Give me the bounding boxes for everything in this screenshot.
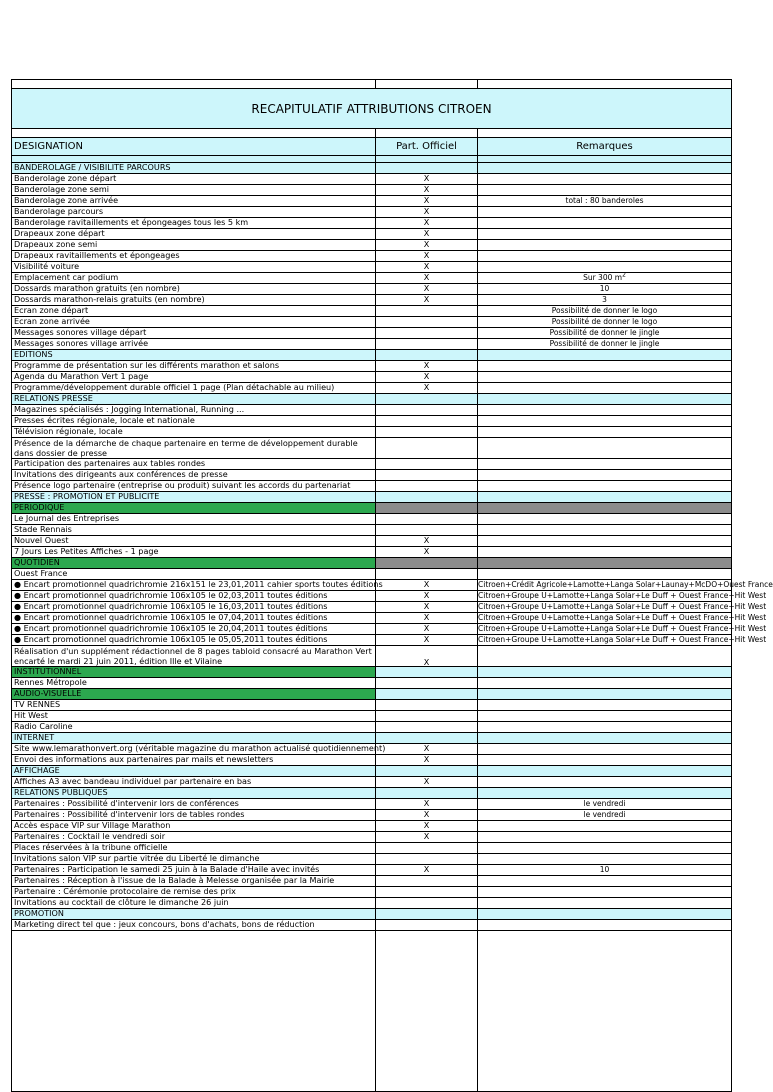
participation-cell: X (376, 624, 478, 634)
section-participation (376, 558, 478, 568)
section-remarks (478, 689, 731, 699)
designation-cell: ● Encart promotionnel quadrichromie 106x105 le 05,05,2011 toutes éditions (12, 635, 376, 645)
section-header (12, 667, 731, 678)
remarks-cell (478, 876, 731, 886)
remarks-cell (478, 174, 731, 184)
section-remarks (478, 909, 731, 919)
table-row (12, 920, 731, 931)
table-row (12, 898, 731, 909)
table-row (12, 339, 731, 350)
participation-cell (376, 876, 478, 886)
participation-cell (376, 339, 478, 349)
remarks-cell (478, 569, 731, 579)
designation-cell: Nouvel Ouest (12, 536, 376, 546)
header-remarks: Remarques (478, 138, 731, 155)
table-row (12, 251, 731, 262)
participation-cell (376, 306, 478, 316)
remarks-cell (478, 361, 731, 371)
remarks-cell (478, 207, 731, 217)
remarks-cell (478, 646, 731, 666)
designation-cell: Hit West (12, 711, 376, 721)
participation-cell: X (376, 755, 478, 765)
table-row (12, 196, 731, 207)
designation-cell: Partenaires : Possibilité d'intervenir lors de conférences (12, 799, 376, 809)
participation-cell (376, 569, 478, 579)
remarks-cell (478, 405, 731, 415)
header-participation: Part. Officiel (376, 138, 478, 155)
section-participation (376, 503, 478, 513)
remarks-cell: 3 (602, 295, 607, 304)
designation-cell: Site www.lemarathonvert.org (véritable magazine du marathon actualisé quotidiennement) (14, 743, 386, 753)
designation-cell: Présence logo partenaire (entreprise ou produit) suivant les accords du partenariat (12, 481, 376, 491)
section-title: RELATIONS PUBLIQUES (12, 788, 376, 798)
designation-cell: Ecran zone arrivée (12, 317, 376, 327)
page-title: RECAPITULATIF ATTRIBUTIONS CITROEN (12, 89, 731, 128)
participation-cell: X (376, 185, 478, 195)
participation-cell (376, 722, 478, 732)
designation-cell: ● Encart promotionnel quadrichromie 106x105 le 16,03,2011 toutes éditions (12, 602, 376, 612)
participation-cell: X (376, 821, 478, 831)
participation-cell: X (376, 372, 478, 382)
participation-cell: X (376, 295, 478, 305)
section-title: PERIODIQUE (12, 503, 376, 513)
section-remarks (478, 503, 731, 513)
section-remarks (478, 350, 731, 360)
participation-cell: X (376, 361, 478, 371)
remarks-cell: Citroen+Groupe U+Lamotte+Langa Solar+Le Duff + Ouest France+Hit West (478, 624, 767, 633)
designation-cell: Partenaires : Possibilité d'intervenir lors de tables rondes (12, 810, 376, 820)
designation-cell: Banderolage zone semi (12, 185, 376, 195)
section-header (12, 503, 731, 514)
designation-cell: Stade Rennais (12, 525, 376, 535)
designation-cell: Banderolage zone arrivée (12, 196, 376, 206)
section-remarks (478, 667, 731, 677)
section-title: QUOTIDIEN (12, 558, 376, 568)
remarks-cell: Possibilité de donner le logo (551, 317, 658, 326)
table-row (12, 229, 731, 240)
designation-cell: Banderolage zone départ (12, 174, 376, 184)
section-participation (376, 667, 478, 677)
section-title: PRESSE : PROMOTION ET PUBLICITE (12, 492, 376, 502)
designation-cell: Partenaires : Participation le samedi 25 juin à la Balade d'Haile avec invités (12, 865, 376, 875)
section-title: INTERNET (12, 733, 376, 743)
section-header (12, 492, 731, 503)
participation-cell (376, 678, 478, 688)
participation-cell: X (376, 865, 478, 875)
remarks-cell (478, 711, 731, 721)
participation-cell (376, 887, 478, 897)
remarks-cell (478, 240, 731, 250)
designation-cell: Agenda du Marathon Vert 1 page (12, 372, 376, 382)
remarks-cell (478, 755, 731, 765)
table-row (12, 711, 731, 722)
remarks-cell: Sur 300 $m^2$ (583, 271, 626, 282)
section-header (12, 689, 731, 700)
section-title: INSTITUTIONNEL (12, 667, 376, 677)
header-row (12, 138, 731, 156)
participation-cell: X (376, 229, 478, 239)
participation-cell (376, 525, 478, 535)
participation-cell: X (376, 832, 478, 842)
remarks-cell: Possibilité de donner le jingle (549, 328, 660, 337)
participation-cell: X (376, 799, 478, 809)
participation-cell: X (376, 744, 478, 754)
table-row (12, 525, 731, 536)
remarks-cell (478, 372, 731, 382)
designation-cell: Emplacement car podium (12, 273, 376, 283)
participation-cell (376, 328, 478, 338)
remarks-cell (478, 229, 731, 239)
participation-cell (376, 438, 478, 458)
remarks-cell (478, 854, 731, 864)
participation-cell: X (376, 273, 478, 283)
participation-cell (376, 481, 478, 491)
table-row (12, 700, 731, 711)
participation-cell (376, 470, 478, 480)
remarks-cell: Possibilité de donner le logo (551, 306, 658, 315)
participation-cell: X (376, 591, 478, 601)
participation-cell (376, 427, 478, 437)
remarks-cell (478, 185, 731, 195)
designation-cell: Partenaire : Cérémonie protocolaire de remise des prix (12, 887, 376, 897)
designation-cell: Ouest France (12, 569, 376, 579)
designation-cell: Dossards marathon-relais gratuits (en nombre) (12, 295, 376, 305)
remarks-cell (478, 536, 731, 546)
participation-cell (376, 711, 478, 721)
participation-cell (376, 405, 478, 415)
designation-cell: 7 Jours Les Petites Affiches - 1 page (12, 547, 376, 557)
remarks-cell (478, 470, 731, 480)
participation-cell (376, 317, 478, 327)
participation-cell: X (376, 218, 478, 228)
participation-cell (376, 843, 478, 853)
participation-cell: X (376, 635, 478, 645)
remarks-cell (478, 459, 731, 469)
remarks-cell (478, 383, 731, 393)
participation-cell: X (376, 284, 478, 294)
designation-cell: Envoi des informations aux partenaires par mails et newsletters (12, 755, 376, 765)
participation-cell (376, 920, 478, 930)
remarks-cell (478, 777, 731, 787)
remarks-cell (478, 525, 731, 535)
designation-cell: Rennes Métropole (12, 678, 376, 688)
section-participation (376, 163, 478, 173)
section-remarks (478, 558, 731, 568)
remarks-cell (478, 262, 731, 272)
title-row (12, 89, 731, 129)
empty-area (12, 931, 731, 1091)
section-title: RELATIONS PRESSE (12, 394, 376, 404)
table-row (12, 514, 731, 525)
table-row (12, 678, 731, 689)
designation-cell: Invitations au cocktail de clôture le dimanche 26 juin (12, 898, 376, 908)
designation-cell: ● Encart promotionnel quadrichromie 106x105 le 07,04,2011 toutes éditions (12, 613, 376, 623)
remarks-cell (478, 744, 731, 754)
designation-cell: Présence de la démarche de chaque partenaire en terme de développement durable dans dossier de presse (12, 438, 376, 458)
remarks-cell (478, 700, 731, 710)
participation-cell: X (376, 536, 478, 546)
designation-cell: Banderolage parcours (12, 207, 376, 217)
remarks-cell (478, 832, 731, 842)
participation-cell (376, 854, 478, 864)
participation-cell: X (376, 646, 478, 666)
designation-cell: Marketing direct tel que : jeux concours, bons d'achats, bons de réduction (12, 920, 376, 930)
remarks-cell (478, 898, 731, 908)
table-row (12, 306, 731, 317)
participation-cell: X (376, 251, 478, 261)
designation-cell: TV RENNES (12, 700, 376, 710)
designation-cell: Drapeaux zone semi (12, 240, 376, 250)
designation-cell: Ecran zone départ (12, 306, 376, 316)
designation-cell: Presses écrites régionale, locale et nationale (12, 416, 376, 426)
section-header (12, 558, 731, 569)
participation-cell: X (376, 777, 478, 787)
participation-cell: X (376, 383, 478, 393)
participation-cell: X (376, 262, 478, 272)
remarks-cell: Possibilité de donner le jingle (549, 339, 660, 348)
participation-cell: X (376, 240, 478, 250)
remarks-cell: total : 80 banderoles (565, 196, 644, 205)
participation-cell (376, 514, 478, 524)
table-row (12, 646, 731, 667)
remarks-cell (478, 416, 731, 426)
spacer-row (12, 129, 731, 138)
designation-cell: Affiches A3 avec bandeau individuel par partenaire en bas (12, 777, 376, 787)
table-row (12, 777, 731, 788)
remarks-cell (478, 887, 731, 897)
remarks-cell: Citroen+Crédit Agricole+Lamotte+Langa Solar+Launay+McDO+Ouest France (478, 580, 773, 589)
remarks-cell (478, 722, 731, 732)
section-participation (376, 492, 478, 502)
section-participation (376, 733, 478, 743)
header-designation: DESIGNATION (12, 138, 376, 155)
section-remarks (478, 492, 731, 502)
designation-cell: Invitations des dirigeants aux conférences de presse (12, 470, 376, 480)
table-row (12, 185, 731, 196)
participation-cell: X (376, 207, 478, 217)
remarks-cell: le vendredi (583, 799, 626, 808)
participation-cell: X (376, 580, 478, 590)
table-row (12, 722, 731, 733)
section-remarks (478, 394, 731, 404)
designation-cell: Messages sonores village départ (12, 328, 376, 338)
remarks-cell (478, 843, 731, 853)
remarks-cell (478, 547, 731, 557)
table-row (12, 438, 731, 459)
remarks-cell: Citroen+Groupe U+Lamotte+Langa Solar+Le Duff + Ouest France+Hit West (478, 591, 767, 600)
participation-cell: X (376, 810, 478, 820)
section-participation (376, 788, 478, 798)
designation-cell: Accès espace VIP sur Village Marathon (12, 821, 376, 831)
section-remarks (478, 163, 731, 173)
designation-cell: Programme/développement durable officiel 1 page (Plan détachable au milieu) (12, 383, 376, 393)
designation-cell: Radio Caroline (12, 722, 376, 732)
spacer-row (12, 80, 731, 89)
designation-cell: Télévision régionale, locale (12, 427, 376, 437)
designation-cell: Dossards marathon gratuits (en nombre) (12, 284, 376, 294)
table-row (12, 383, 731, 394)
designation-cell: Partenaires : Cocktail le vendredi soir (12, 832, 376, 842)
section-participation (376, 689, 478, 699)
designation-cell: Visibilité voiture (12, 262, 376, 272)
section-title: PROMOTION (12, 909, 376, 919)
designation-cell: Invitations salon VIP sur partie vitrée du Liberté le dimanche (12, 854, 376, 864)
table-row (12, 218, 731, 229)
remarks-cell (478, 251, 731, 261)
designation-cell: Réalisation d'un supplément rédactionnel de 8 pages tabloid consacré au Marathon Vert encarté le mardi 21 juin 2011, édition Ille et Vilaine (12, 646, 376, 666)
section-title: AFFICHAGE (12, 766, 376, 776)
remarks-cell (478, 427, 731, 437)
remarks-cell: Citroen+Groupe U+Lamotte+Langa Solar+Le Duff + Ouest France+Hit West (478, 635, 767, 644)
designation-cell: ● Encart promotionnel quadrichromie 216x151 le 23,01,2011 cahier sports toutes éditions (14, 579, 383, 589)
designation-cell: Places réservées à la tribune officielle (12, 843, 376, 853)
participation-cell (376, 459, 478, 469)
participation-cell (376, 416, 478, 426)
remarks-cell: le vendredi (583, 810, 626, 819)
remarks-cell (478, 678, 731, 688)
section-remarks (478, 733, 731, 743)
designation-cell: ● Encart promotionnel quadrichromie 106x105 le 02,03,2011 toutes éditions (12, 591, 376, 601)
designation-cell: Drapeaux ravitaillements et épongeages (12, 251, 376, 261)
participation-cell: X (376, 602, 478, 612)
participation-cell (376, 700, 478, 710)
table-row (12, 547, 731, 558)
section-participation (376, 766, 478, 776)
remarks-cell (478, 821, 731, 831)
designation-cell: Participation des partenaires aux tables rondes (12, 459, 376, 469)
participation-cell (376, 898, 478, 908)
designation-cell: Partenaires : Réception à l'issue de la Balade à Melesse organisée par la Mairie (12, 876, 376, 886)
remarks-cell: 10 (599, 284, 610, 293)
section-participation (376, 350, 478, 360)
table-row (12, 174, 731, 185)
remarks-cell: Citroen+Groupe U+Lamotte+Langa Solar+Le Duff + Ouest France+Hit West (478, 602, 767, 611)
section-remarks (478, 766, 731, 776)
section-title: AUDIO-VISUELLE (12, 689, 376, 699)
section-participation (376, 909, 478, 919)
designation-cell: Magazines spécialisés : Jogging International, Running ... (12, 405, 376, 415)
section-header (12, 163, 731, 174)
section-title: BANDEROLAGE / VISIBILITE PARCOURS (12, 163, 376, 173)
designation-cell: Messages sonores village arrivée (12, 339, 376, 349)
spreadsheet (11, 79, 773, 1092)
participation-cell: X (376, 174, 478, 184)
remarks-cell (478, 920, 731, 930)
designation-cell: Banderolage ravitaillements et épongeages tous les 5 km (12, 218, 376, 228)
table-row (12, 427, 731, 438)
section-title: EDITIONS (12, 350, 376, 360)
designation-cell: Drapeaux zone départ (12, 229, 376, 239)
designation-cell: ● Encart promotionnel quadrichromie 106x105 le 20,04,2011 toutes éditions (12, 624, 376, 634)
remarks-cell (478, 481, 731, 491)
remarks-cell (478, 438, 731, 458)
designation-cell: Programme de présentation sur les différents marathon et salons (12, 361, 376, 371)
section-participation (376, 394, 478, 404)
remarks-cell (478, 218, 731, 228)
participation-cell: X (376, 613, 478, 623)
remarks-cell: Citroen+Groupe U+Lamotte+Langa Solar+Le Duff + Ouest France+Hit West (478, 613, 767, 622)
remarks-cell: 10 (599, 865, 610, 874)
unit-superscript: 2 (622, 271, 626, 279)
designation-cell: Le Journal des Entreprises (12, 514, 376, 524)
remarks-cell (478, 514, 731, 524)
section-remarks (478, 788, 731, 798)
table-row (12, 755, 731, 766)
table-row (12, 295, 731, 306)
participation-cell: X (376, 547, 478, 557)
table-row (12, 634, 767, 646)
participation-cell: X (376, 196, 478, 206)
